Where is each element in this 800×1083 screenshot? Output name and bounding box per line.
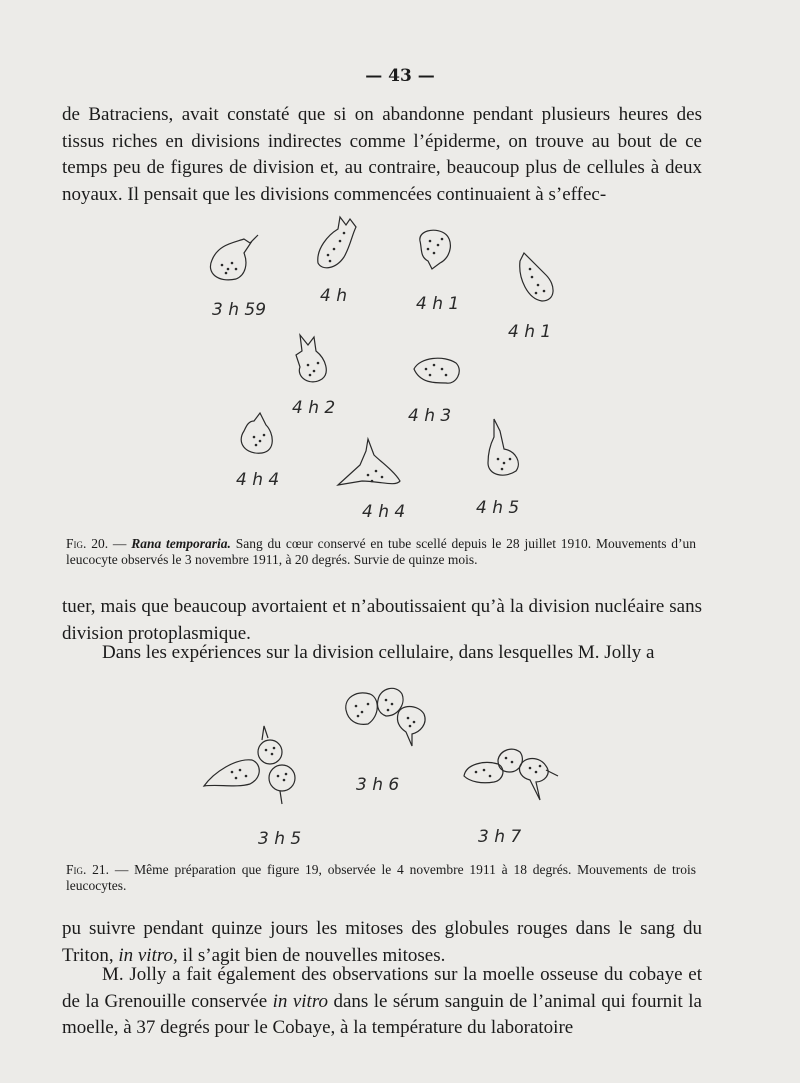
leucocyte-sketch: [210, 235, 258, 280]
paragraph-5: [62, 962, 702, 1042]
leucocyte-sketch: [464, 749, 558, 800]
leucocyte-sketch: [296, 335, 326, 382]
leucocyte-sketch: [488, 419, 518, 475]
figure-20-label: Fig. 20.: [66, 536, 109, 551]
figure-20: [0, 205, 800, 530]
paragraph-1: de Batraciens, avait constaté que si on abandonne pendant plusieurs heures des tissus riches en divisions indirectes comme l’épiderme, on trouve au bout de ce temps peu de figures de division et, au contraire, beaucoup plus de cellules à deux noyaux. Il pensait que les divisions commencées continuaient à s’effec-: [62, 104, 702, 206]
paragraph-4-italic: in vitro: [118, 944, 174, 966]
leucocyte-sketch: [241, 413, 272, 453]
time-label: 4 h 2: [292, 398, 336, 418]
time-label: 4 h 5: [476, 498, 520, 518]
paragraph-2: tuer, mais que beaucoup avortaient et n’aboutissaient qu’à la division nucléaire sans division protoplasmique.: [62, 596, 702, 644]
paragraph-4-text: pu suivre pendant quinze jours les mitoses des globules rouges dans le sang du Triton,: [62, 918, 702, 966]
figure-21-label: Fig. 21.: [66, 862, 110, 877]
time-label: 4 h 3: [408, 406, 452, 426]
time-label: 4 h 1: [508, 322, 552, 342]
figure-21-caption-text: — Même préparation que figure 19, observée le 4 novembre 1911 à 18 degrés. Mouvements de trois leucocytes.: [66, 862, 697, 893]
leucocyte-sketch: [204, 726, 295, 804]
paragraph-5-text: M. Jolly a fait également des observations sur la moelle osseuse du cobaye et de la Grenouille conservée: [62, 964, 702, 1012]
leucocyte-sketch: [414, 358, 459, 383]
figure-20-caption-text: Sang du cœur conservé en tube scellé depuis le 28 juillet 1910. Mouvements d’un leucocyte observés le 3 novembre 1911, à 20 degrés. Survie de quinze mois.: [66, 536, 697, 567]
time-label: 3 h 7: [478, 827, 522, 847]
time-label: 4 h: [320, 286, 347, 306]
figure-21: [0, 680, 800, 855]
time-label: 4 h 4: [236, 470, 280, 490]
figure-20-drawing: [0, 205, 800, 530]
time-label: 4 h 1: [416, 294, 460, 314]
paragraph-5-italic: in vitro: [272, 990, 329, 1012]
leucocyte-sketch: [318, 217, 356, 268]
figure-21-caption: [66, 862, 696, 894]
time-label: 4 h 4: [362, 502, 406, 522]
paragraph-5-text-end: dans le sérum sanguin de l’animal qui fournit la moelle, à 37 degrés pour le Cobaye, à la température du laboratoire: [62, 990, 702, 1039]
paragraph-3: Dans les expériences sur la division cellulaire, dans lesquelles M. Jolly a: [102, 642, 655, 663]
leucocyte-sketch: [520, 253, 553, 301]
time-label: 3 h 6: [356, 775, 400, 795]
figure-20-species: Rana temporaria.: [131, 536, 231, 551]
figure-20-caption: Fig. 20. — Rana temporaria. Sang du cœur conservé en tube scellé depuis le 28 juillet 1910. Mouvements d’un leucocyte observés le 3 novembre 1911, à 20 degrés. Survie de quinze mois.: [66, 536, 697, 567]
time-label: 3 h 59: [212, 300, 267, 320]
leucocyte-sketch: [338, 439, 400, 485]
leucocyte-sketch: [420, 230, 451, 269]
page-number: — 43 —: [365, 66, 435, 86]
paragraph-4-text-end: , il s’agit bien de nouvelles mitoses.: [173, 944, 446, 966]
time-label: 3 h 5: [258, 829, 302, 849]
leucocyte-sketch: [346, 688, 425, 746]
figure-21-drawing: [0, 680, 800, 855]
